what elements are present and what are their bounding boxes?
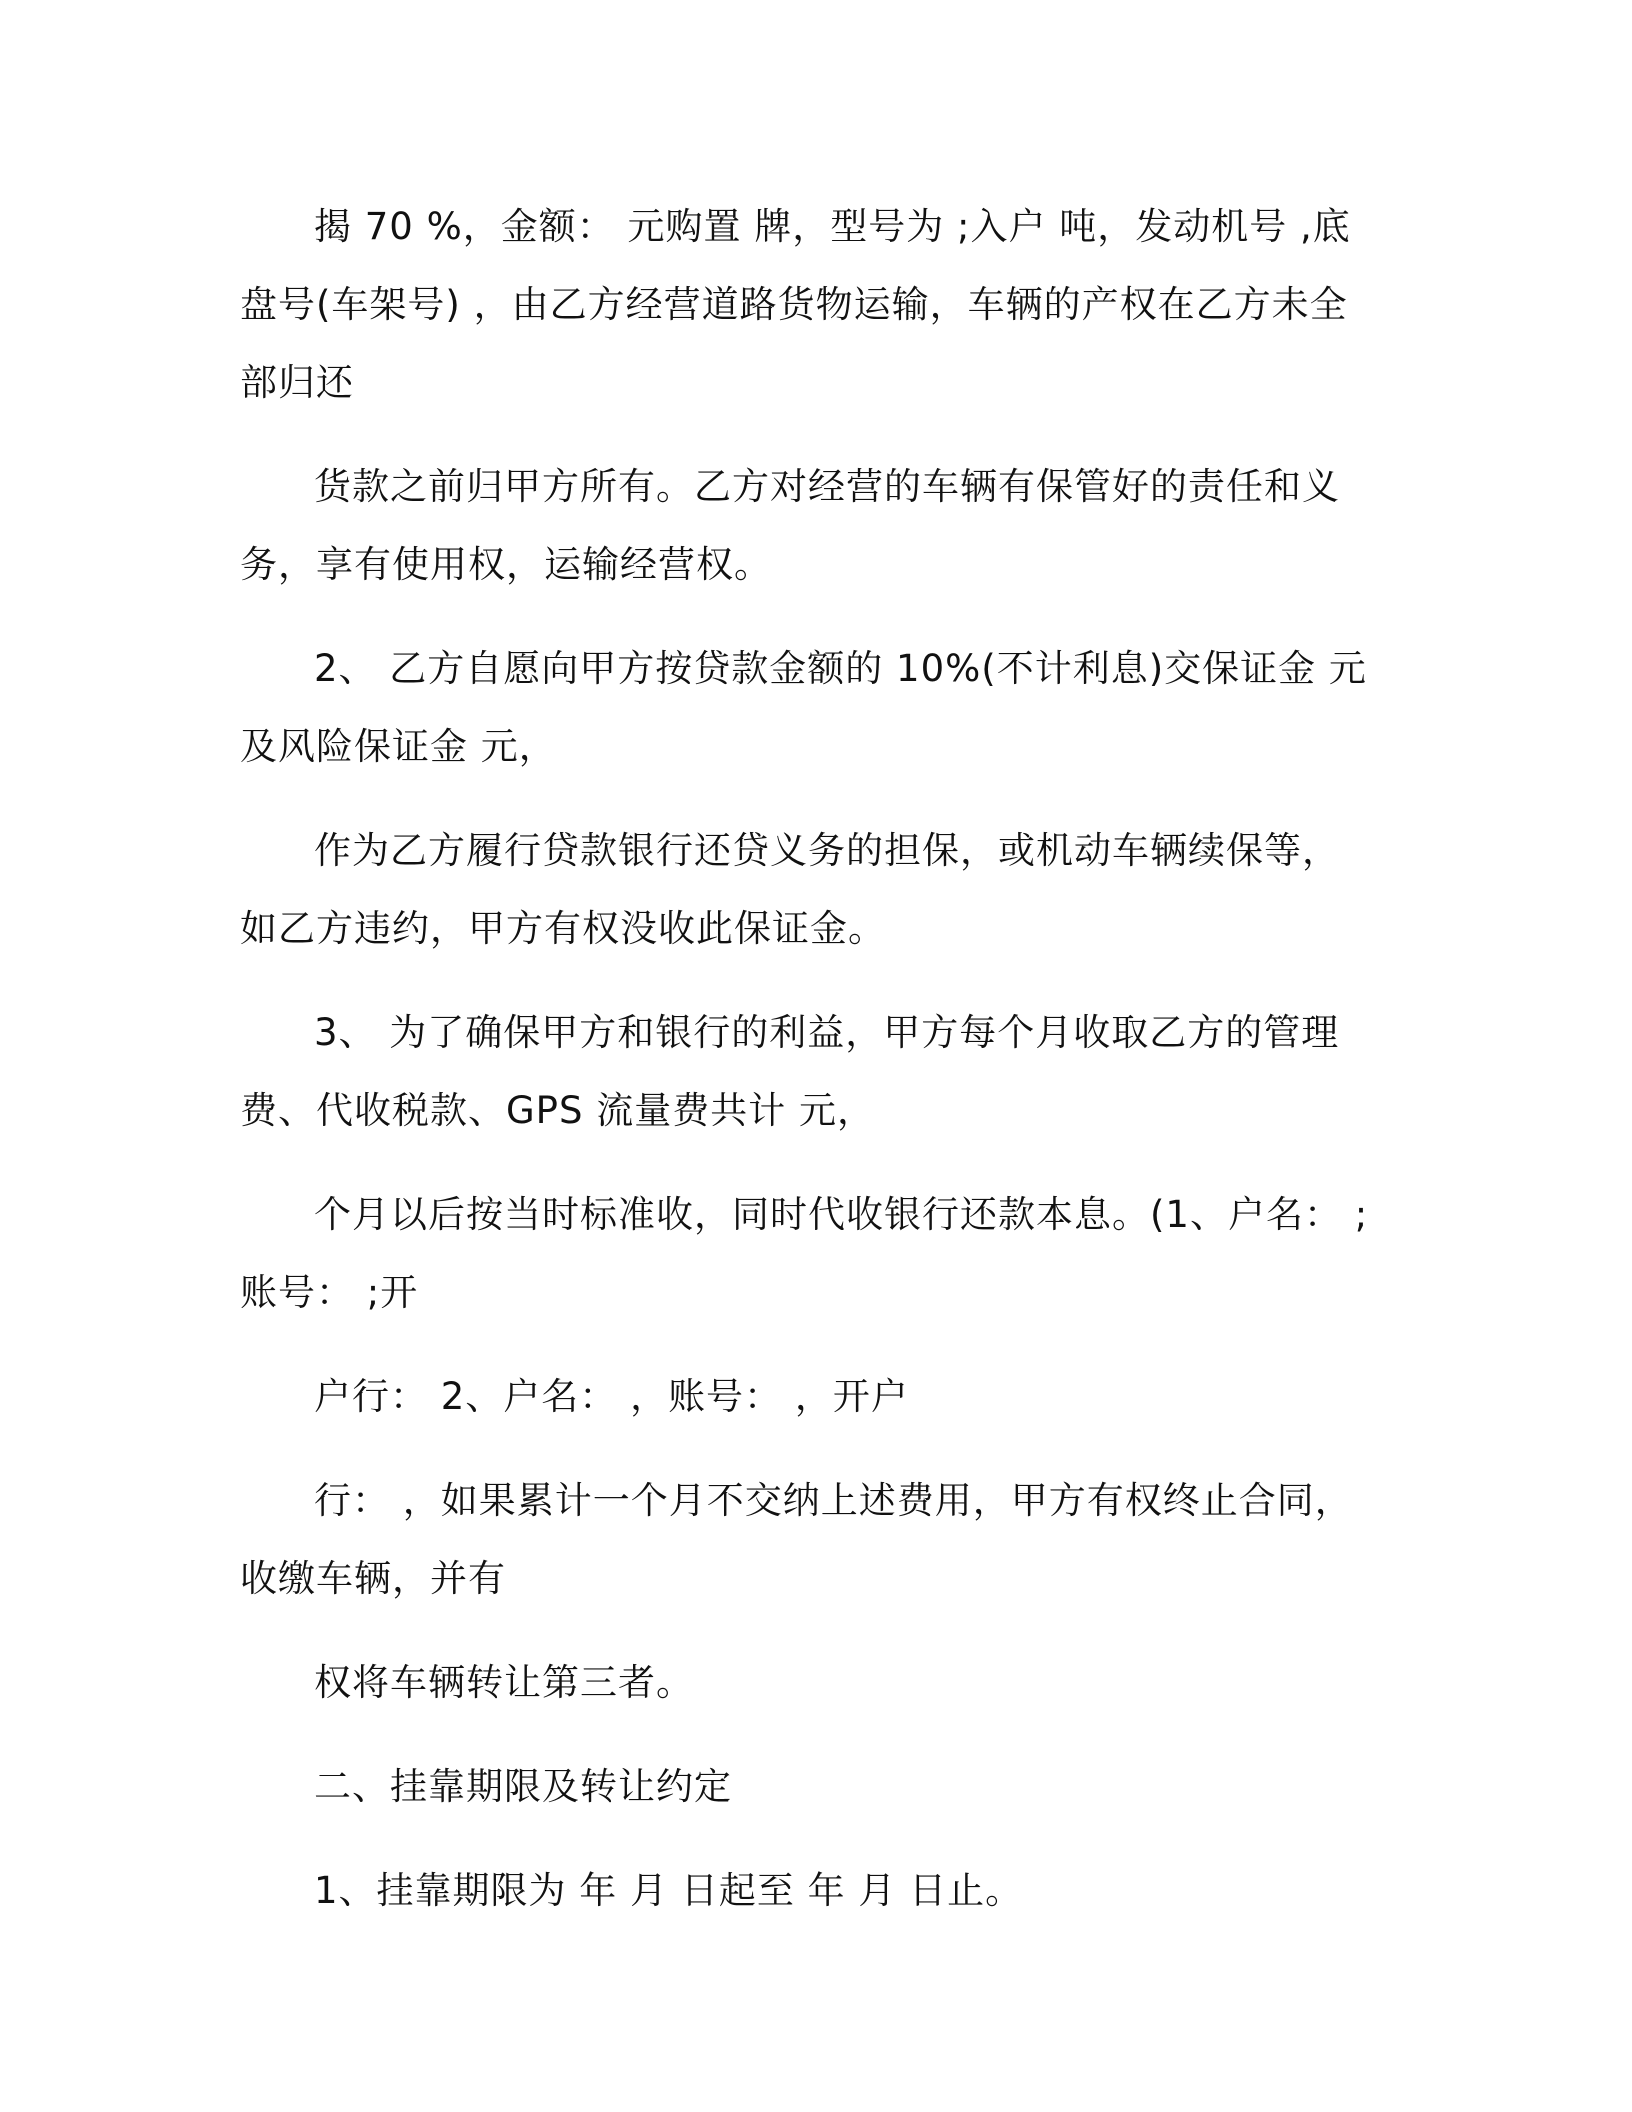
document-body (240, 188, 1375, 1956)
section-heading-term: 二、挂靠期限及转让约定 (314, 1765, 732, 1808)
paragraph-term-period: 1、挂靠期限为 年 月 日起至 年 月 日止。 (314, 1869, 1024, 1912)
paragraph-deposit: 2、 乙方自愿向甲方按贷款金额的 10%(不计利息)交保证金 元及风险保证金 元， (240, 647, 1367, 768)
paragraph-transfer: 权将车辆转让第三者。 (314, 1661, 694, 1704)
paragraph-guarantee: 作为乙方履行贷款银行还贷义务的担保，或机动车辆续保等，如乙方违约，甲方有权没收此保证金。 (240, 829, 1340, 950)
paragraph-management-fee: 3、 为了确保甲方和银行的利益，甲方每个月收取乙方的管理费、代收税款、GPS 流量费共计 元， (240, 1011, 1340, 1132)
paragraph-termination: 行： ，如果累计一个月不交纳上述费用，甲方有权终止合同，收缴车辆，并有 (240, 1479, 1353, 1600)
paragraph-account-1: 个月以后按当时标准收，同时代收银行还款本息。(1、户名： ;账号： ;开 (240, 1193, 1369, 1314)
paragraph-vehicle-purchase: 揭 70 %，金额： 元购置 牌，型号为 ;入户 吨，发动机号 ,底盘号(车架号) ，由乙方经营道路货物运输，车辆的产权在乙方未全部归还 (240, 205, 1351, 404)
paragraph-account-2: 户行： 2、户名： ，账号： ，开户 (314, 1375, 909, 1418)
paragraph-ownership: 货款之前归甲方所有。乙方对经营的车辆有保管好的责任和义务，享有使用权，运输经营权。 (240, 465, 1340, 586)
